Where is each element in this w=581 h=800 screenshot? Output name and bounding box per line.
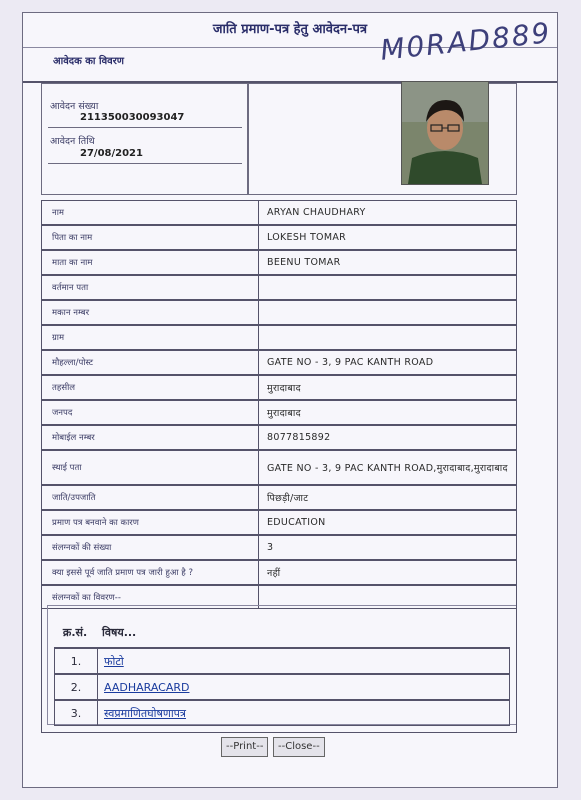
detail-label: मौहल्ला/पोस्ट [42, 351, 259, 374]
attachment-link[interactable]: AADHARACARD [104, 680, 190, 694]
subject-header: विषय... [102, 626, 137, 639]
detail-label: मकान नम्बर [42, 301, 259, 324]
detail-row [41, 535, 517, 560]
attachment-link[interactable]: स्वप्रमाणितघोषणापत्र [104, 706, 186, 720]
detail-row [41, 510, 517, 535]
detail-row [41, 350, 517, 375]
application-number: 211350030093047 [80, 112, 185, 123]
detail-value: 3 [267, 542, 274, 553]
detail-value [259, 276, 516, 299]
detail-label: पिता का नाम [42, 226, 259, 249]
detail-label: प्रमाण पत्र बनवाने का कारण [42, 511, 259, 534]
detail-label: संलग्नकों की संख्या [42, 536, 259, 559]
detail-value: LOKESH TOMAR [267, 232, 347, 243]
detail-label: स्थाई पता [42, 451, 259, 484]
detail-label: संलग्नकों का विवरण-- [42, 586, 259, 608]
detail-label: क्या इससे पूर्व जाति प्रमाण पत्र जारी हुआ है ? [42, 561, 259, 584]
detail-value [259, 301, 516, 324]
attachment-sn: 3. [55, 701, 98, 725]
detail-label: जनपद [42, 401, 259, 424]
divider [48, 127, 242, 128]
application-info-box [41, 83, 248, 195]
form-title: जाति प्रमाण-पत्र हेतु आवेदन-पत्र [23, 13, 557, 48]
application-date: 27/08/2021 [80, 148, 143, 159]
detail-value: 8077815892 [267, 432, 331, 443]
attachments-frame [41, 597, 517, 733]
detail-row [41, 275, 517, 300]
attachment-sn: 1. [55, 649, 98, 673]
sn-header: क्र.सं. [62, 626, 88, 639]
detail-row [41, 450, 517, 485]
detail-row [41, 325, 517, 350]
detail-value: मुरादाबाद [267, 383, 301, 394]
detail-label: माता का नाम [42, 251, 259, 274]
application-number-label: आवेदन संख्या [50, 101, 99, 112]
detail-value: EDUCATION [267, 517, 326, 528]
detail-value: ARYAN CHAUDHARY [267, 207, 366, 218]
close-button[interactable]: --Close-- [273, 737, 325, 757]
detail-row [41, 425, 517, 450]
detail-row [41, 200, 517, 225]
detail-value: मुरादाबाद [267, 408, 301, 419]
detail-label: जाति/उपजाति [42, 486, 259, 509]
detail-row [41, 300, 517, 325]
detail-row [41, 225, 517, 250]
detail-value [259, 326, 516, 349]
application-date-label: आवेदन तिथि [50, 136, 95, 147]
divider [48, 163, 242, 164]
detail-row [41, 250, 517, 275]
detail-value: GATE NO - 3, 9 PAC KANTH ROAD,मुरादाबाद,मुरादाबाद [267, 463, 508, 474]
detail-row [41, 560, 517, 585]
attachment-sn: 2. [55, 675, 98, 699]
detail-label: वर्तमान पता [42, 276, 259, 299]
print-button[interactable]: --Print-- [221, 737, 268, 757]
detail-row [41, 485, 517, 510]
detail-value: पिछड़ी/जाट [267, 493, 309, 504]
detail-label: नाम [42, 201, 259, 224]
application-form [22, 12, 558, 788]
detail-label: मोबाईल नम्बर [42, 426, 259, 449]
detail-label: ग्राम [42, 326, 259, 349]
detail-label: तहसील [42, 376, 259, 399]
detail-value: नहीं [267, 568, 281, 579]
detail-row [41, 400, 517, 425]
attachment-link[interactable]: फोटो [104, 654, 124, 668]
portrait-icon [402, 82, 488, 184]
detail-value: BEENU TOMAR [267, 257, 341, 268]
handwritten-note: M0RAD889 [378, 16, 553, 67]
detail-row [41, 375, 517, 400]
applicant-photo [401, 81, 489, 185]
detail-value: GATE NO - 3, 9 PAC KANTH ROAD [267, 357, 434, 368]
section-heading: आवेदक का विवरण [23, 47, 557, 83]
